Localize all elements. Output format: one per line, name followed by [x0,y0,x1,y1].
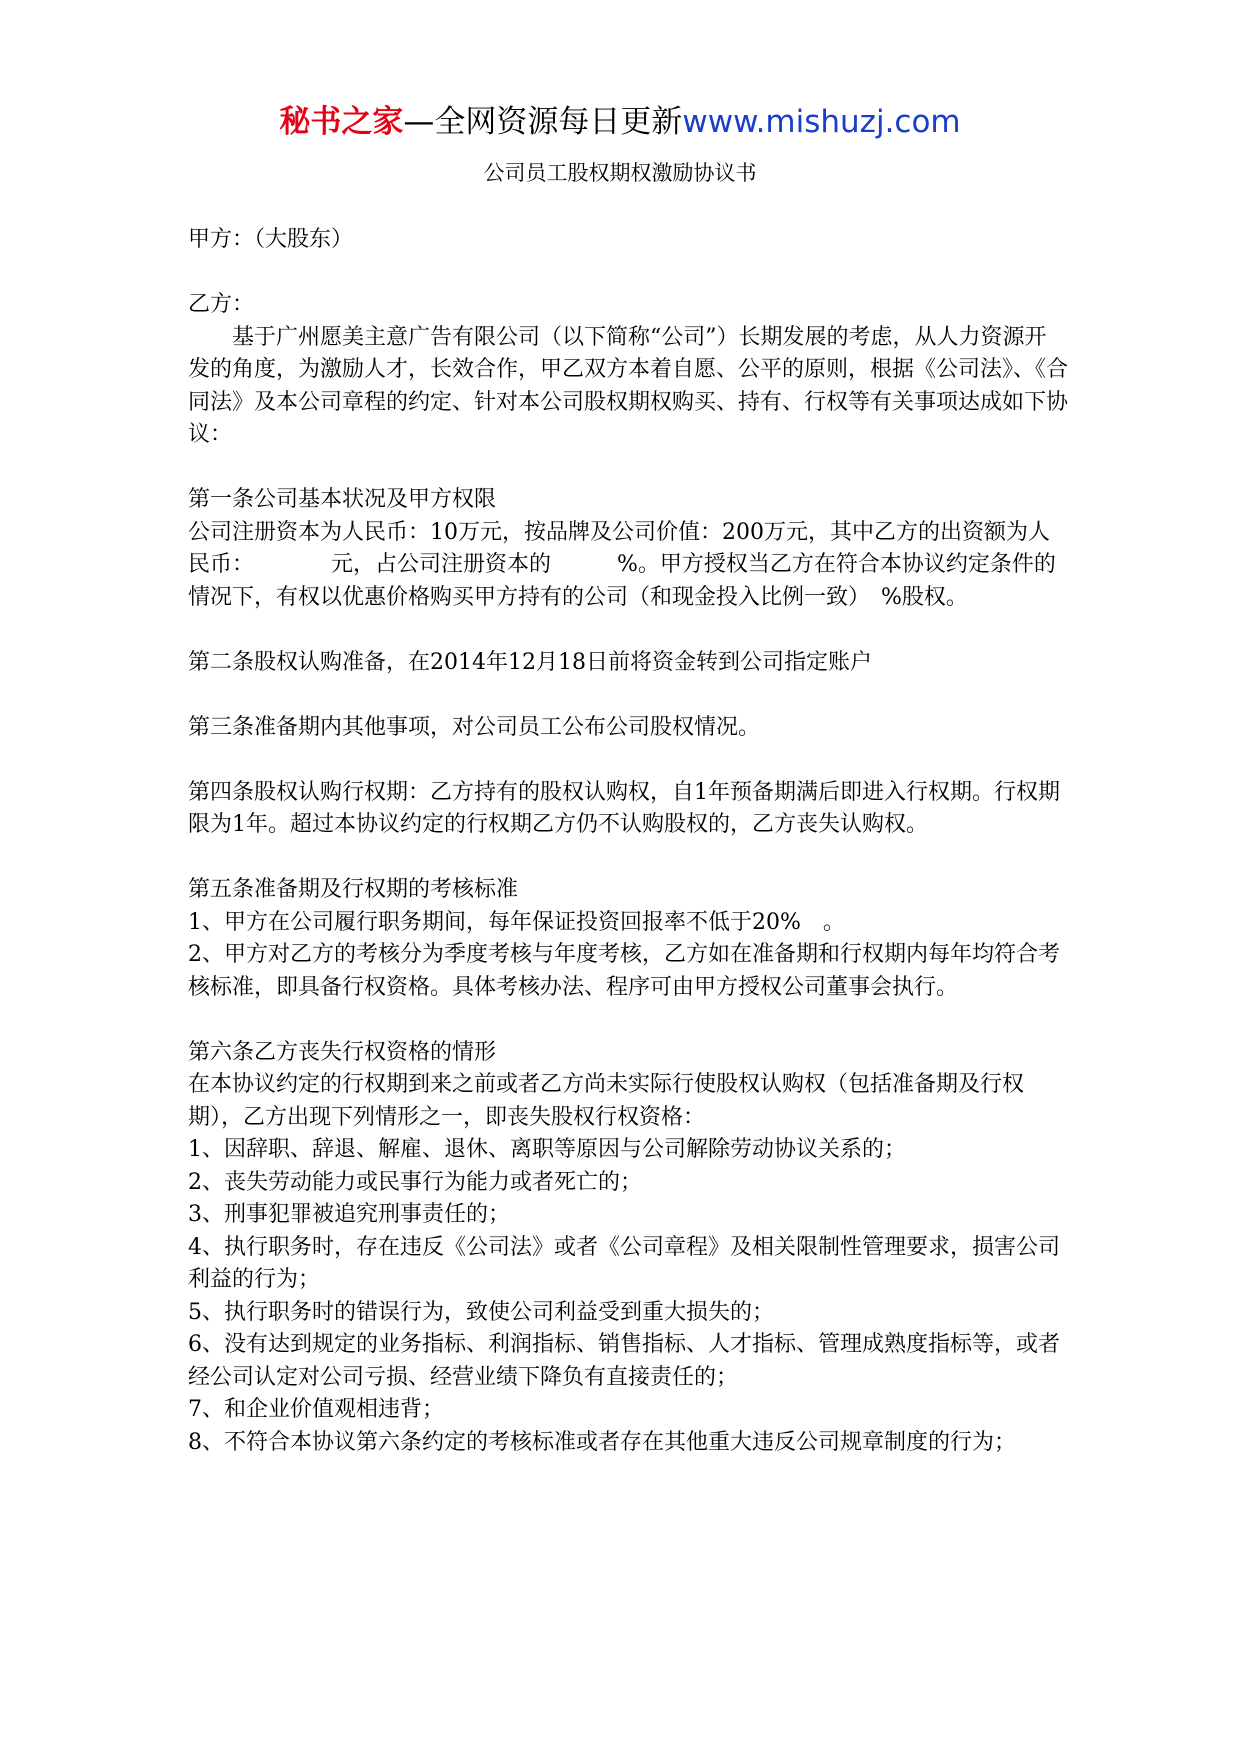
blank-line [188,842,1068,875]
article6-item: 5、执行职务时的错误行为，致使公司利益受到重大损失的； [188,1299,774,1325]
article6-lead: 在本协议约定的行权期到来之前或者乙方尚未实际行使股权认购权（包括准备期及行权期），乙方出现下列情形之一，即丧失股权行权资格： [188,1072,1025,1130]
party-a-line: 甲方：（大股东） [188,227,354,252]
article6-item: 2、丧失劳动能力或民事行为能力或者死亡的； [188,1169,642,1195]
banner-brand: 秘书之家 [279,104,404,140]
article2-text: 第二条股权认购准备，在2014年12月18日前将资金转到公司指定账户 [188,649,872,675]
banner-site-link[interactable]: www.mishuzj.com [682,104,961,140]
article6-item: 7、和企业价值观相违背； [188,1397,444,1422]
blank-line [188,1004,1068,1037]
article6-item: 3、刑事犯罪被追究刑事责任的； [188,1202,510,1227]
article1-heading: 第一条公司基本状况及甲方权限 [188,487,497,512]
article6-item: 1、因辞职、辞退、解雇、退休、离职等原因与公司解除劳动协议关系的； [188,1137,906,1162]
blank-line [188,614,1068,647]
site-banner [0,102,1240,142]
blank-line [188,257,1068,290]
article6-item: 6、没有达到规定的业务指标、利润指标、销售指标、人才指标、管理成熟度指标等，或者经公司认定对公司亏损、经营业绩下降负有直接责任的； [188,1332,1061,1390]
blank-line [188,452,1068,485]
article5-item: 2、甲方对乙方的考核分为季度考核与年度考核，乙方如在准备期和行权期内每年均符合考核标准，即具备行权资格。具体考核办法、程序可由甲方授权公司董事会执行。 [188,942,1061,1000]
article6-heading: 第六条乙方丧失行权资格的情形 [188,1039,497,1065]
article3-text: 第三条准备期内其他事项，对公司员工公布公司股权情况。 [188,714,761,740]
blank-line [188,744,1068,777]
document-body [188,224,1068,1459]
article1-text: 公司注册资本为人民币：10万元，按品牌及公司价值：200万元，其中乙方的出资额为人民币： 元，占公司注册资本的 %。甲方授权当乙方在符合本协议约定条件的情况下，有权以优惠价格购买甲方持有的公司（和现金投入比例一致） %股权。 [188,519,1056,610]
article5-item: 1、甲方在公司履行职务期间，每年保证投资回报率不低于20% 。 [188,909,845,935]
article6-item: 8、不符合本协议第六条约定的考核标准或者存在其他重大违反公司规章制度的行为； [188,1429,1016,1455]
article6-item: 4、执行职务时，存在违反《公司法》或者《公司章程》及相关限制性管理要求，损害公司利益的行为； [188,1234,1061,1292]
blank-line [188,679,1068,712]
party-b-line: 乙方： [188,292,255,317]
banner-slogan: —全网资源每日更新 [403,104,683,140]
document-title: 公司员工股权期权激励协议书 [483,161,757,185]
article5-heading: 第五条准备期及行权期的考核标准 [188,877,519,902]
article4-text: 第四条股权认购行权期：乙方持有的股权认购权，自1年预备期满后即进入行权期。行权期限为1年。超过本协议约定的行权期乙方仍不认购股权的，乙方丧失认购权。 [188,779,1061,837]
intro-paragraph: 基于广州愿美主意广告有限公司（以下简称“公司”）长期发展的考虑，从人力资源开发的角度，为激励人才，长效合作，甲乙双方本着自愿、公平的原则，根据《公司法》、《合同法》及本公司章程的约定、针对本公司股权期权购买、持有、行权等有关事项达成如下协议： [188,324,1069,447]
